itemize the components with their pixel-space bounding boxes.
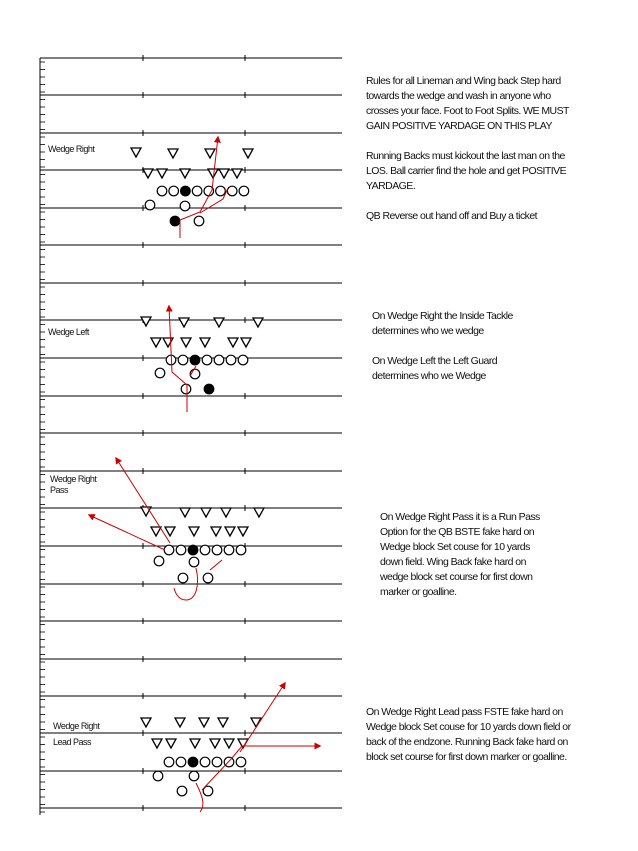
lineman (200, 545, 210, 555)
defender-triangle (201, 508, 211, 517)
defender-triangle (205, 149, 215, 158)
backfield (145, 200, 204, 226)
play-label (48, 144, 95, 154)
note-wedge-right-pass: On Wedge Right Pass it is a Run Pass Option for the QB BSTE fake hard on Wedge block Set couse for 10 yards down field. Wing Back fake hard on wedge block set course for first down marker or goalline. (380, 511, 540, 598)
lineman (164, 545, 174, 555)
defender-triangle (163, 338, 173, 347)
defender-triangle (224, 739, 234, 748)
defender-triangle (210, 739, 220, 748)
defender-triangle (241, 338, 251, 347)
defender-triangle (208, 169, 218, 178)
play-label (53, 721, 101, 747)
defender-triangle (143, 169, 153, 178)
play-wedge-right-lead-pass (53, 683, 320, 812)
play-label-line: Pass (50, 485, 69, 495)
defender-triangle (199, 718, 209, 727)
defender-triangle (189, 527, 199, 536)
defender-triangle (225, 527, 235, 536)
lineman (176, 757, 186, 767)
sideline-ticks (40, 62, 45, 812)
running-back (155, 368, 165, 378)
play-label-line: Wedge Right (53, 721, 100, 731)
center-ball (181, 186, 191, 196)
tailback (203, 573, 213, 583)
defender-triangle (165, 527, 175, 536)
play-wedge-right-pass (50, 458, 264, 600)
lineman (212, 757, 222, 767)
play-wedge-right (48, 137, 253, 238)
center-ball (190, 355, 200, 365)
lineman (157, 186, 167, 196)
play-label-line: Wedge Right (48, 144, 95, 154)
lineman (238, 355, 248, 365)
defender-triangle (175, 718, 185, 727)
play-label-line: Wedge Left (48, 327, 89, 337)
rb-route (202, 746, 320, 790)
te-route (240, 683, 285, 752)
defender-triangle (221, 508, 231, 517)
defense-formation (141, 507, 264, 536)
defender-triangle (131, 148, 141, 157)
defender-triangle (254, 508, 264, 517)
defender-triangle (232, 169, 242, 178)
defender-triangle (243, 149, 253, 158)
play-label-line: Wedge Right (50, 474, 97, 484)
defender-triangle (214, 318, 224, 327)
defender-triangle (200, 338, 210, 347)
ball-carrier (204, 384, 214, 394)
center-ball (188, 545, 198, 555)
wing-back (154, 556, 164, 566)
defender-triangle (190, 739, 200, 748)
lineman (239, 186, 249, 196)
lineman (227, 186, 237, 196)
lineman (164, 757, 174, 767)
center-ball (188, 757, 198, 767)
defender-triangle (180, 508, 190, 517)
defender-triangle (168, 149, 178, 158)
quarterback (189, 771, 199, 781)
wing-back (181, 384, 191, 394)
defender-triangle (151, 338, 161, 347)
lineman (176, 545, 186, 555)
lineman (169, 186, 179, 196)
running-back (194, 216, 204, 226)
lineman (200, 757, 210, 767)
backfield (154, 556, 213, 583)
lineman (212, 545, 222, 555)
defender-triangle (151, 527, 161, 536)
defender-triangle (179, 318, 189, 327)
offensive-line (164, 757, 246, 767)
lineman (224, 545, 234, 555)
note-wedge-left: On Wedge Right the Inside Tackle determines who we wedge On Wedge Left the Left Guard determines who we Wedge (372, 310, 513, 382)
defender-triangle (180, 169, 190, 178)
defender-triangle (157, 169, 167, 178)
backfield (155, 368, 214, 394)
lineman (178, 355, 188, 365)
offensive-line (166, 355, 248, 365)
wing-back (145, 200, 155, 210)
play-label (50, 474, 98, 495)
defender-triangle (253, 318, 263, 327)
note-wedge-right-lead-pass: On Wedge Right Lead pass FSTE fake hard on Wedge block Set couse for 10 yards down field or back of the endzone. Running Back fake hard on block set course for first down marker or goalline. (366, 706, 571, 763)
lineman (216, 186, 226, 196)
defender-triangle (228, 338, 238, 347)
ball-carrier (170, 216, 180, 226)
play-label-line: Lead Pass (53, 737, 92, 747)
wing-back (153, 771, 163, 781)
block-route (210, 560, 222, 570)
lineman (226, 355, 236, 365)
defender-triangle (141, 718, 151, 727)
defender-triangle (211, 527, 221, 536)
lineman (236, 757, 246, 767)
running-back (178, 573, 188, 583)
backfield (153, 771, 213, 796)
running-back (177, 786, 187, 796)
defender-triangle (152, 739, 162, 748)
quarterback (180, 201, 190, 211)
offensive-line (157, 186, 249, 196)
defense-formation (131, 148, 253, 178)
play-label (48, 327, 90, 337)
defender-triangle (218, 718, 228, 727)
defender-triangle (219, 169, 229, 178)
lineman (192, 186, 202, 196)
defender-triangle (166, 739, 176, 748)
lineman (202, 355, 212, 365)
quarterback (189, 557, 199, 567)
offensive-line (164, 545, 246, 555)
lineman (236, 545, 246, 555)
note-wedge-right: Rules for all Lineman and Wing back Step hard towards the wedge and wash in anyone who crosses your face. Foot to Foot Splits. WE MUST GAIN POSITIVE YARDAGE ON THIS PLAY Running Backs must kickout the last man on the LOS. Ball carrier find the hole and get POSITIVE YARDAGE. QB Reverse out hand off and Buy a ticket (366, 75, 569, 222)
defender-triangle (238, 527, 248, 536)
lineman (214, 355, 224, 365)
defender-triangle (181, 338, 191, 347)
